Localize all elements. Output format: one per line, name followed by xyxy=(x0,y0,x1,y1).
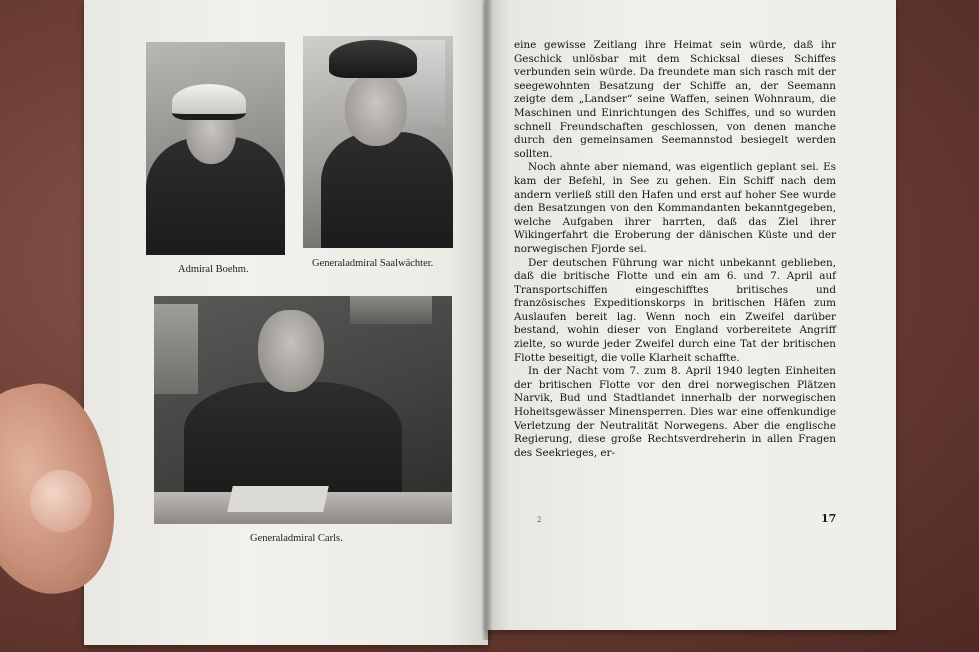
paragraph: In der Nacht vom 7. zum 8. April 1940 legten Einheiten der britischen Flotte vor den drei norwegischen Plätzen Narvik, Bud und Stadtlandet innerhalb der norwegischen Hoheitsgewässer Minensperren. Dies war eine offenkundige Verletzung der Neutralität Norwegens. Aber die englische Regierung, diese große Rechtsverdreherin in allen Fragen des Seekrieges, er- xyxy=(514,365,836,459)
background-frame xyxy=(350,296,432,324)
page-number: 17 xyxy=(821,512,837,525)
photo-generaladmiral-carls xyxy=(154,296,452,524)
signature-mark: 2 xyxy=(537,516,542,524)
face xyxy=(345,74,407,146)
dark-cap xyxy=(329,40,417,78)
caption-generaladmiral-carls: Generaladmiral Carls. xyxy=(250,533,343,544)
notebook xyxy=(227,486,329,512)
book-gutter xyxy=(482,0,492,640)
paragraph: Der deutschen Führung war nicht unbekannt geblieben, daß die britische Flotte und ein am 6. und 7. April auf Transportschiffen eingeschifftes britisches und französisches Expeditionskorps in britischen Häfen zum Auslaufen bereit lag. Wenn noch ein Zweifel darüber bestand, wohin dieser von England vorbereitete Angriff zielte, so wurde jeder Zweifel durch eine Tat der britischen Flotte beseitigt, die volle Klarheit schaffte. xyxy=(514,256,836,364)
white-cap xyxy=(172,84,246,120)
face xyxy=(258,310,324,392)
paragraph: eine gewisse Zeitlang ihre Heimat sein würde, daß ihr Geschick unlösbar mit dem Schicksal dieses Schiffes verbunden sein würde. Da freundete man sich rasch mit der seegewohnten Besatzung der Schiffe an, der Seemann zeigte dem „Landser“ seine Waffen, seinen Wohnraum, die Maschinen und Einrichtungen des Schiffes, und so wurden schnell Freundschaften geschlossen, von denen manche durch den gemeinsamen Seemannstod besiegelt werden sollten. xyxy=(514,39,836,160)
photo-generaladmiral-saalwaechter xyxy=(303,36,453,248)
background-panel xyxy=(154,304,198,394)
uniform xyxy=(321,132,453,248)
left-page xyxy=(84,0,488,645)
caption-admiral-boehm: Admiral Boehm. xyxy=(178,264,249,275)
caption-generaladmiral-saalwaechter: Generaladmiral Saalwächter. xyxy=(312,258,434,269)
uniform xyxy=(184,382,402,502)
paragraph: Noch ahnte aber niemand, was eigentlich geplant sei. Es kam der Befehl, in See zu gehen. Ein Schiff nach dem andern verließ still den Hafen und erst auf hoher See wurde den Besatzungen von den Kommandanten bekanntgegeben, welche Aufgaben ihrer harrten, daß das Ziel ihrer Wikingerfahrt die Eroberung der dänischen Küste und der norwegischen Fjorde sei. xyxy=(514,161,836,255)
body-text xyxy=(514,39,836,460)
photo-admiral-boehm xyxy=(146,42,285,255)
